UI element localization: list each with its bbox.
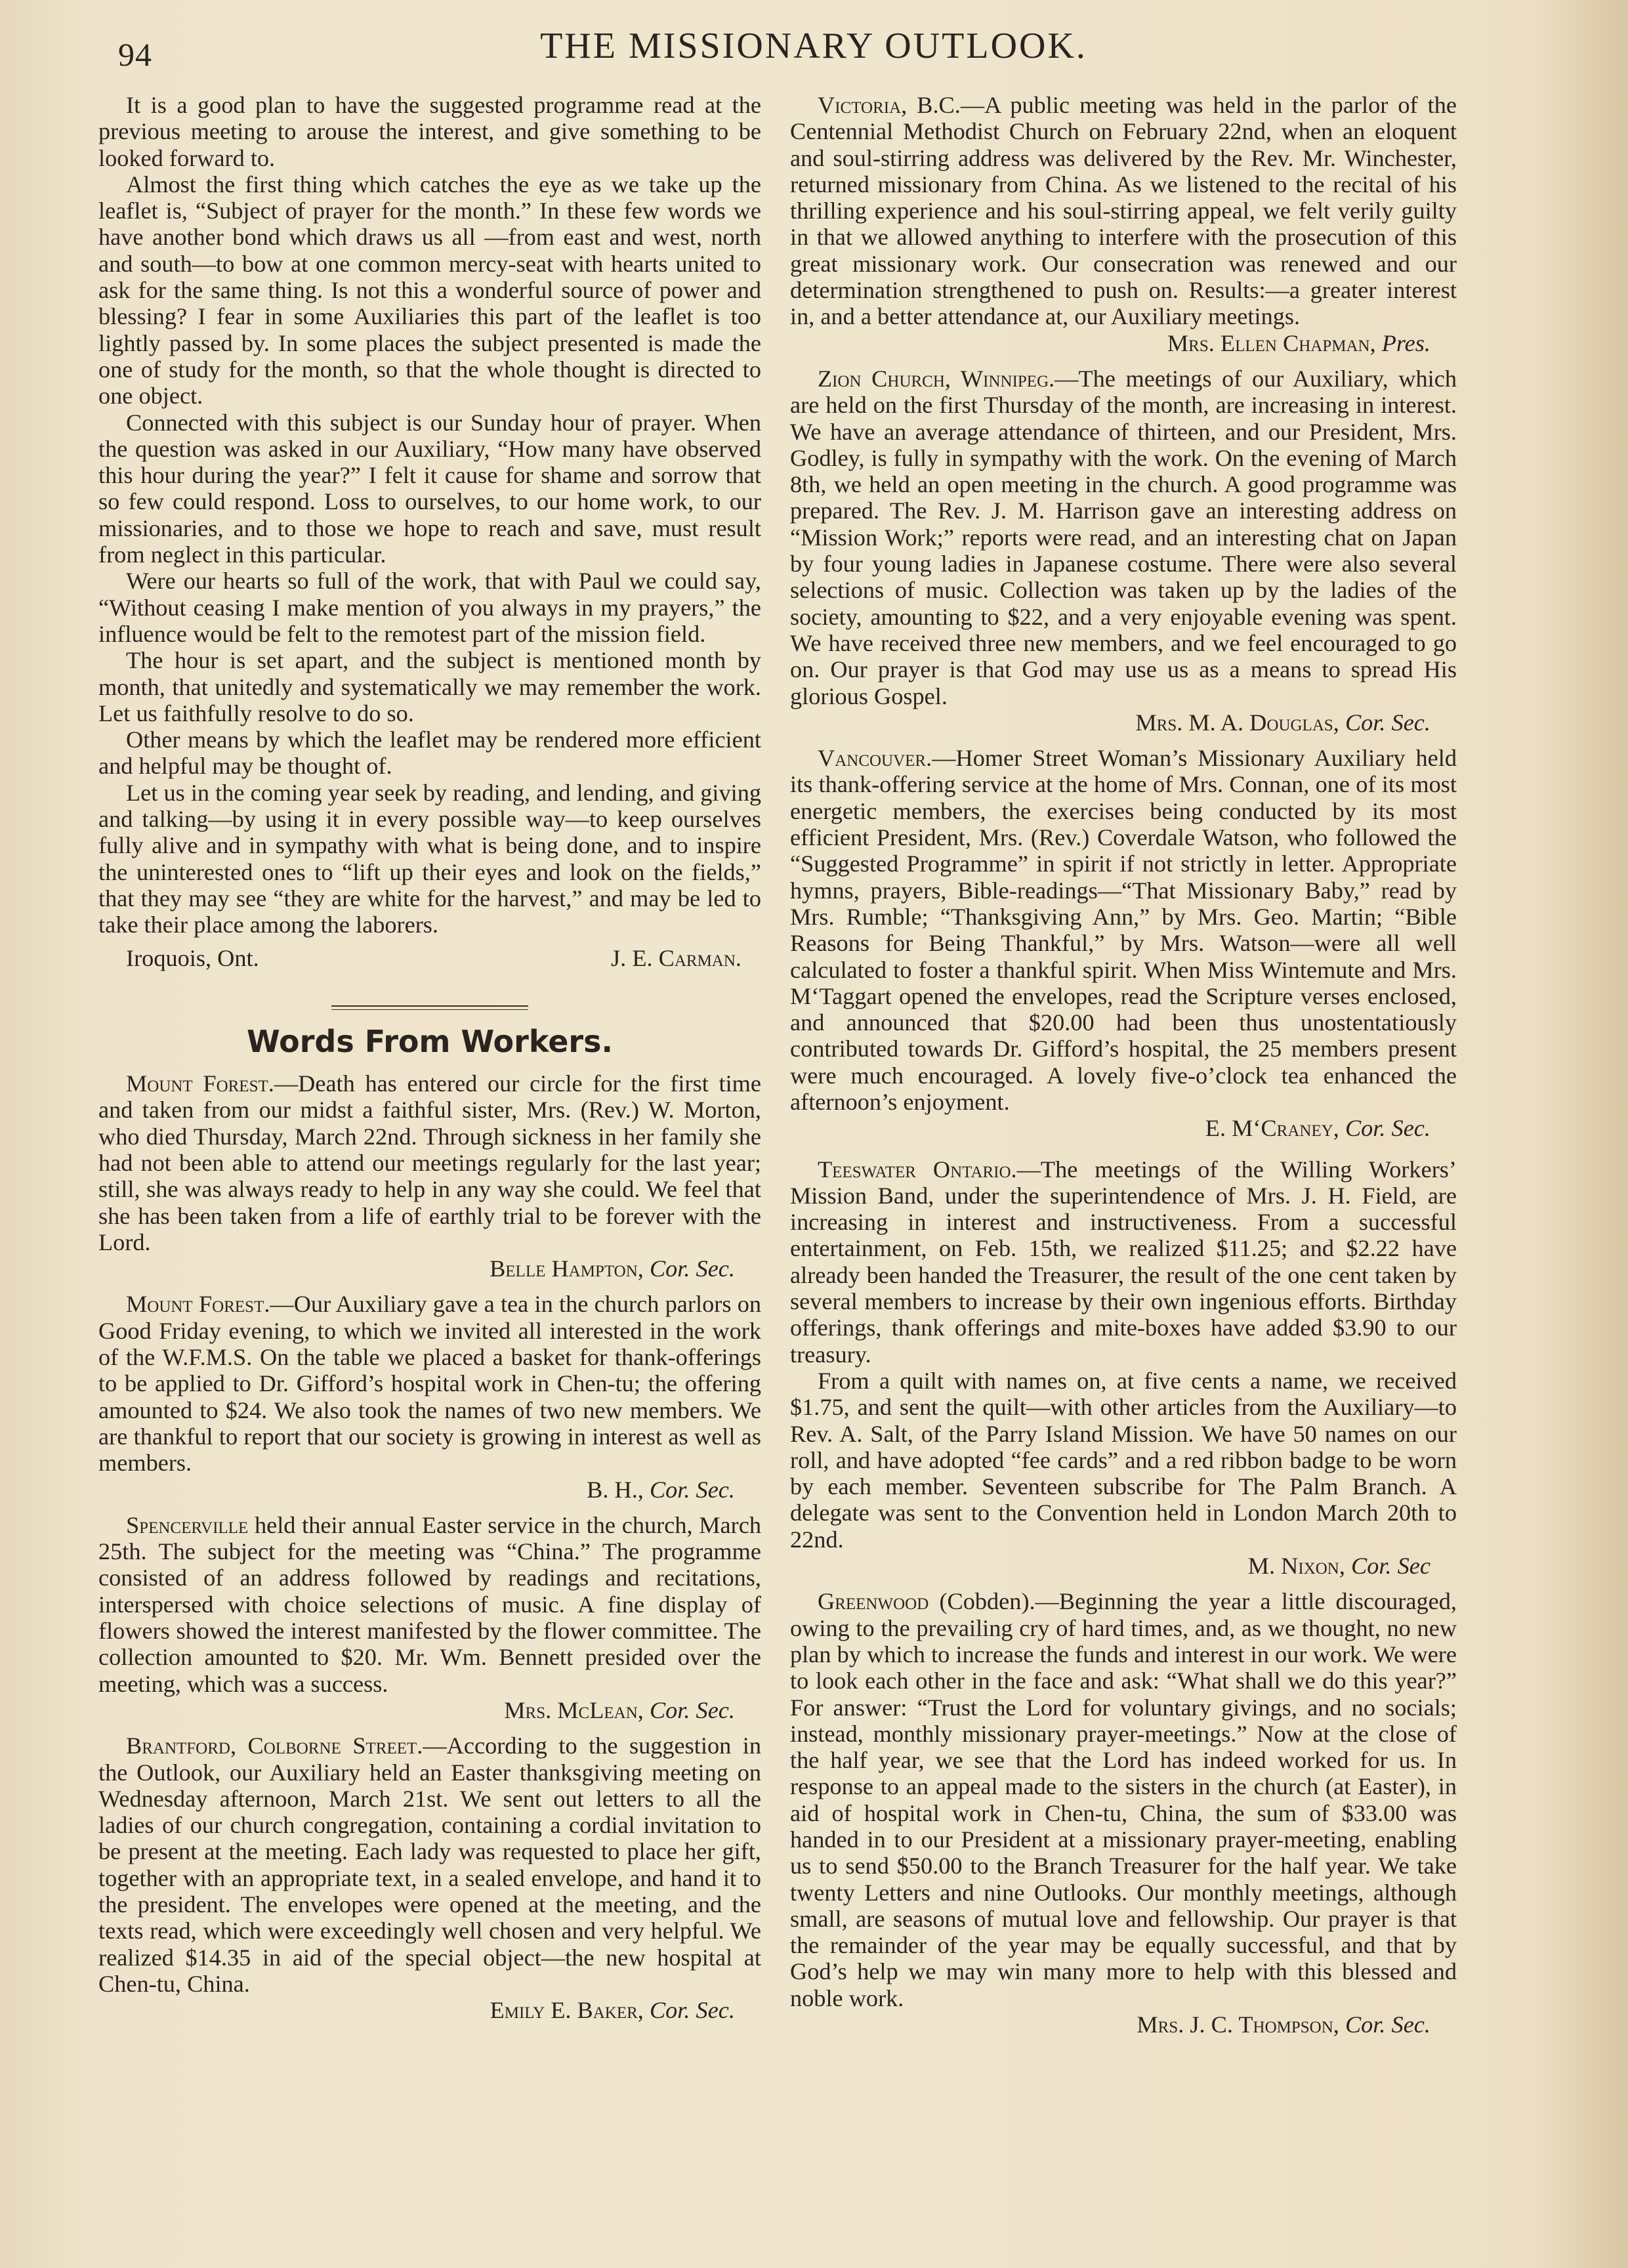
report-place: Teeswater Ontario. bbox=[818, 1156, 1017, 1183]
signature-name: B. H., bbox=[587, 1476, 644, 1503]
right-column bbox=[790, 92, 1457, 2038]
report-place: Zion Church, Winnipeg. bbox=[818, 365, 1055, 392]
report-signature bbox=[98, 1697, 761, 1723]
signature-title: Cor. Sec. bbox=[649, 1696, 735, 1723]
report-signature bbox=[98, 1997, 761, 2023]
signature-name: M. Nixon, bbox=[1247, 1553, 1345, 1580]
paragraph: Let us in the coming year seek by reading, and lending, and giving and talking—by using it in every possible way—to keep ourselves fully alive and in sympathy with what is being done, and to inspire the uninterested ones to “lift up their eyes and look on the fields,” that they may see “they are white for the harvest,” and may be led to take their place among the laborers. bbox=[98, 779, 761, 938]
report-signature bbox=[790, 330, 1457, 356]
signature-title: Cor. Sec bbox=[1351, 1553, 1430, 1580]
report-text: —The meetings of our Auxiliary, which are held on the first Thursday of the month, are increasing in interest. We have an average attendance of thirteen, and our President, Mrs. Godley, is fully in sympathy with the work. On the evening of March 8th, we held an open meeting in the church. A good programme was prepared. The Rev. J. M. Harrison gave an interesting address on “Mission Work;” reports were read, and an interesting chat on Japan by four young ladies in Japanese costume. There were also several selections of music. Collection was taken up by the ladies of the society, amounting to $22, and a very enjoyable evening was spent. We have received three new members, and we feel encouraged to go on. Our prayer is that God may use us as a means to spread His glorious Gospel. bbox=[790, 365, 1457, 709]
signature-title: Cor. Sec. bbox=[1345, 709, 1430, 736]
section-divider bbox=[331, 1005, 528, 1010]
report-text: —Our Auxiliary gave a tea in the church parlors on Good Friday evening, to which we invited all interested in the work of the W.F.M.S. On the table we placed a basket for thank-offerings to be applied to Dr. Gifford’s hospital work in Chen-tu; the offering amounted to $24. We also took the names of two new members. We are thankful to report that our society is growing in interest as well as members. bbox=[98, 1291, 762, 1477]
signature-name: Belle Hampton, bbox=[490, 1255, 644, 1282]
report-text: —The meetings of the Willing Workers’ Mission Band, under the superintendence of Mrs. J. H. Field, are increasing in interest and instructiveness. From a successful entertainment, on Feb. 15th, we realized $11.25; and $2.22 have already been handed the Treasurer, the result of the one cent taken by several members to increase by their own ingenious efforts. Birthday offerings, thank offerings and mite-boxes have added $3.90 to our treasury. bbox=[790, 1156, 1457, 1368]
page-header bbox=[118, 25, 1509, 84]
signature-title: Cor. Sec. bbox=[649, 1476, 735, 1503]
section-title: Words From Workers. bbox=[247, 1023, 613, 1059]
report bbox=[98, 1732, 761, 1997]
report-place: Brantford, Colborne Street. bbox=[126, 1732, 423, 1759]
report bbox=[790, 366, 1457, 709]
report-signature bbox=[98, 1255, 761, 1282]
signature-name: Mrs. McLean, bbox=[504, 1696, 644, 1723]
signature-name: Emily E. Baker, bbox=[490, 1997, 644, 2024]
paragraph: Were our hearts so full of the work, that with Paul we could say, “Without ceasing I make mention of you always in my prayers,” the influence would be felt to the remotest part of the mission field. bbox=[98, 568, 761, 647]
report bbox=[790, 92, 1457, 330]
paragraph: It is a good plan to have the suggested programme read at the previous meeting to arouse the interest, and give something to be looked forward to. bbox=[98, 92, 761, 171]
signature-name: Mrs. M. A. Douglas, bbox=[1135, 709, 1339, 736]
report bbox=[790, 1156, 1457, 1368]
page-number: 94 bbox=[118, 36, 152, 73]
report-text: —Homer Street Woman’s Missionary Auxiliary held its thank-offering service at the home of Mrs. Connan, one of its most energetic members, the exercises being conducted by its most efficient President, Mrs. (Rev.) Coverdale Watson, who followed the “Suggested Programme” in spirit if not strictly in letter. Appropriate hymns, prayers, Bible-readings—“That Missionary Baby,” read by Mrs. Rumble; “Thanksgiving Ann,” by Mrs. Geo. Martin; “Bible Reasons for Being Thankful,” by Mrs. Watson—were all well calculated to foster a thankful spirit. When Miss Wintemute and Mrs. M‘Taggart opened the envelopes, read the Scripture verses enclosed, and announced that $20.00 had been thus unostentatiously contributed towards Dr. Gifford’s hospital, the 25 members present were much encouraged. A lovely five-o’clock tea enhanced the afternoon’s enjoyment. bbox=[790, 745, 1457, 1115]
signature-place: Iroquois, Ont. bbox=[126, 944, 259, 971]
paragraph: Connected with this subject is our Sunday hour of prayer. When the question was asked in our Auxiliary, “How many have observed this hour during the year?” I felt it cause for shame and sorrow that so few could respond. Loss to ourselves, to our home work, to our missionaries, and to those we hope to reach and save, must result from neglect in this particular. bbox=[98, 409, 761, 568]
report-text: —Death has entered our circle for the first time and taken from our midst a faithful sister, Mrs. (Rev.) W. Morton, who died Thursday, March 22nd. Through sickness in her family she had not been able to attend our meetings regularly for the last year; still, she was always ready to help in any way she could. We feel that she has been taken from a life of earthly trial to be forever with the Lord. bbox=[98, 1070, 762, 1255]
signature-name: Mrs. Ellen Chapman, bbox=[1167, 329, 1376, 356]
signature-title: Cor. Sec. bbox=[649, 1997, 735, 2024]
report-place: Spencerville bbox=[126, 1511, 249, 1538]
report bbox=[790, 745, 1457, 1115]
report-text: —According to the suggestion in the Outlook, our Auxiliary held an Easter thanksgiving meeting on Wednesday afternoon, March 21st. We sent out letters to all the ladies of our church congregation, containing a cordial invitation to be present at the meeting. Each lady was requested to place her gift, together with an appropriate text, in a sealed envelope, and hand it to the president. The envelopes were opened at the meeting, and the texts read, which were exceedingly well chosen and very helpful. We realized $14.35 in aid of the special object—the new hospital at Chen-tu, China. bbox=[98, 1732, 761, 1997]
paragraph: Other means by which the leaflet may be rendered more efficient and helpful may be thought of. bbox=[98, 726, 761, 780]
report-signature bbox=[790, 709, 1457, 736]
paragraph: Almost the first thing which catches the eye as we take up the leaflet is, “Subject of prayer for the month.” In these few words we have another bond which draws us all —from east and west, north and south—to bow at one common mercy-seat with hearts united to ask for the same thing. Is not this a wonderful source of power and blessing? I fear in some Auxiliaries this part of the leaflet is too lightly passed by. In some places the subject presented is made the one of study for the month, so that the whole thought is directed to one object. bbox=[98, 171, 761, 410]
report bbox=[98, 1070, 761, 1255]
signature-name: J. E. Carman. bbox=[611, 944, 741, 971]
article-signature bbox=[98, 945, 761, 971]
report-text: —A public meeting was held in the parlor of the Centennial Methodist Church on February 22nd, when an eloquent and soul-stirring address was delivered by the Rev. Mr. Winchester, returned missionary from China. As we listened to the recital of his thrilling experience and his soul-stirring appeal, we felt verily guilty in that we allowed anything to interfere with the prosecution of this great missionary work. Our consecration was renewed and our determination strengthened to push on. Results:—a greater interest in, and a better attendance at, our Auxiliary meetings. bbox=[790, 92, 1457, 330]
running-title: THE MISSIONARY OUTLOOK. bbox=[540, 26, 1087, 66]
report-signature bbox=[790, 2011, 1457, 2038]
report-place: Mount Forest. bbox=[126, 1070, 274, 1097]
report-text: held their annual Easter service in the church, March 25th. The subject for the meeting was “China.” The programme consisted of an address followed by readings and recitations, interspersed with choice selections of music. A fine display of flowers showed the interest manifested by the flower committee. The collection amounted to $20. Mr. Wm. Bennett presided over the meeting, which was a success. bbox=[98, 1511, 761, 1697]
report-signature bbox=[98, 1477, 761, 1503]
signature-title: Pres. bbox=[1381, 329, 1430, 356]
left-column bbox=[98, 92, 761, 2023]
report-place: Mount Forest. bbox=[126, 1291, 270, 1318]
signature-title: Cor. Sec. bbox=[649, 1255, 735, 1282]
report bbox=[790, 1588, 1457, 2011]
signature-title: Cor. Sec. bbox=[1345, 1115, 1430, 1142]
paragraph: The hour is set apart, and the subject is mentioned month by month, that unitedly and systematically we may remember the work. Let us faithfully resolve to do so. bbox=[98, 647, 761, 726]
report-text: (Cobden).—Beginning the year a little discouraged, owing to the prevailing cry of hard times, and, as we thought, no new plan by which to increase the funds and interest in our work. We were to look each other in the face and ask: “What shall we do this year?” For answer: “Trust the Lord for voluntary givings, and no socials; instead, monthly missionary prayer-meetings.” Now at the close of the half year, we see that the Lord has indeed worked for us. In response to an appeal made to the sisters in the church (at Easter), in aid of hospital work in Chen-tu, China, the sum of $33.00 was handed in to our President at a missionary prayer-meeting, enabling us to send $50.00 to the Branch Treasurer for the half year. We take twenty Letters and nine Outlooks. Our monthly meetings, although small, are seasons of mutual love and fellowship. Our prayer is that the remainder of the year may be equally successful, and that by God’s help we may win many more to help with this blessed and noble work. bbox=[790, 1588, 1457, 2011]
signature-name: Mrs. J. C. Thompson, bbox=[1137, 2011, 1339, 2038]
report bbox=[98, 1512, 761, 1697]
report-signature bbox=[790, 1115, 1457, 1141]
report bbox=[98, 1291, 761, 1476]
report-continuation: From a quilt with names on, at five cents a name, we received $1.75, and sent the quilt—with other articles from the Auxiliary—to Rev. A. Salt, of the Parry Island Mission. We have 50 names on our roll, and have adopted “fee cards” and a red ribbon badge to be worn by each member. Seventeen subscribe for The Palm Branch. A delegate was sent to the Convention held in London March 20th to 22nd. bbox=[790, 1367, 1457, 1553]
report-place: Victoria, B.C. bbox=[818, 92, 961, 118]
signature-name: E. M‘Craney, bbox=[1205, 1115, 1339, 1142]
signature-title: Cor. Sec. bbox=[1345, 2011, 1430, 2038]
report-place: Vancouver. bbox=[818, 745, 932, 772]
report-signature bbox=[790, 1553, 1457, 1579]
report-place: Greenwood bbox=[818, 1588, 929, 1615]
